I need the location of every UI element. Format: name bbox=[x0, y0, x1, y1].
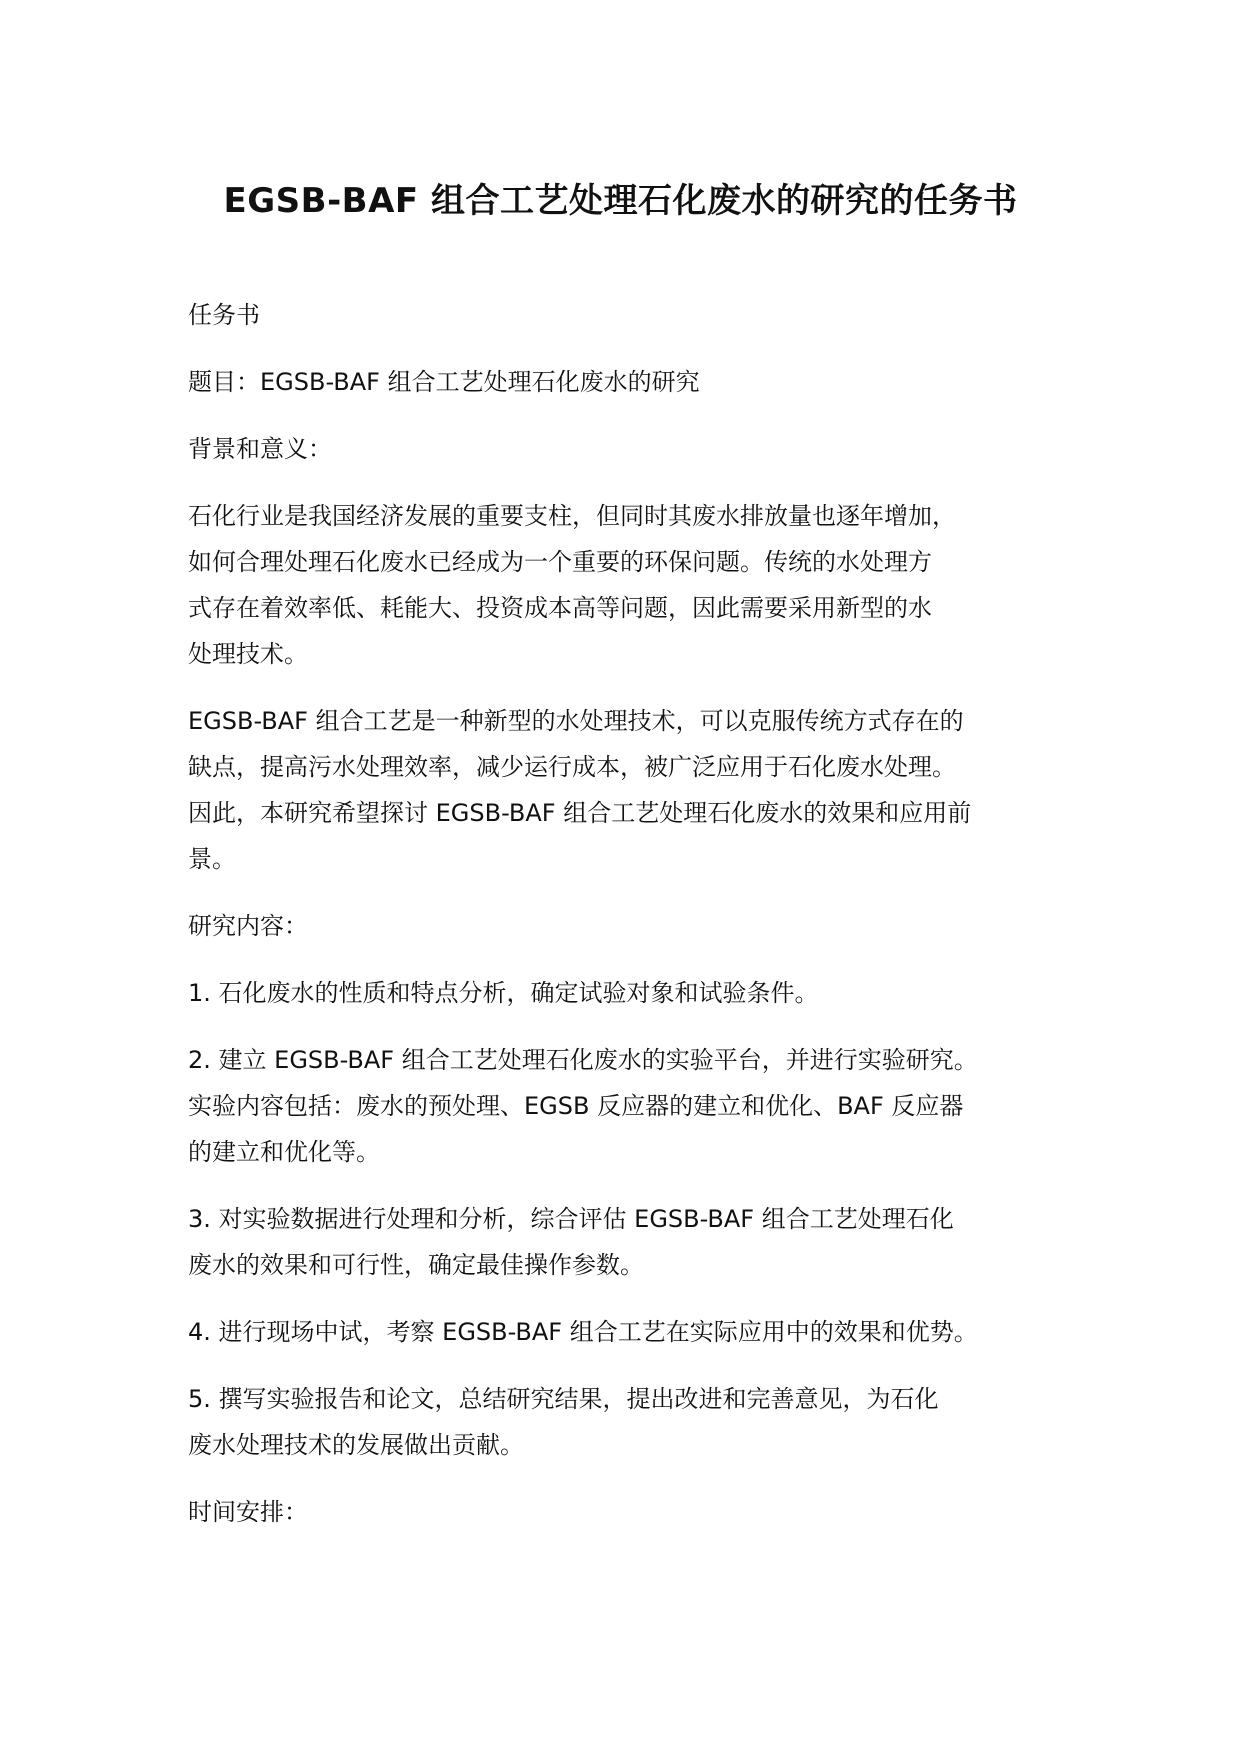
text-line: 背景和意义： bbox=[188, 435, 332, 463]
text-line: 1. 石化废水的性质和特点分析，确定试验对象和试验条件。 bbox=[188, 979, 819, 1007]
text-line: 景。 bbox=[188, 845, 236, 873]
text-line: 石化行业是我国经济发展的重要支柱，但同时其废水排放量也逐年增加， bbox=[188, 502, 956, 530]
list-item-5 bbox=[188, 1376, 1088, 1468]
text-line: 的建立和优化等。 bbox=[188, 1138, 380, 1166]
text-line: 研究内容： bbox=[188, 912, 308, 940]
paragraph-task-label bbox=[188, 292, 1088, 338]
list-item-3 bbox=[188, 1196, 1088, 1288]
paragraph-topic bbox=[188, 359, 1088, 405]
text-line: EGSB-BAF 组合工艺是一种新型的水处理技术，可以克服传统方式存在的 bbox=[188, 707, 964, 735]
text-line: 如何合理处理石化废水已经成为一个重要的环保问题。传统的水处理方 bbox=[188, 548, 932, 576]
text-line: 处理技术。 bbox=[188, 640, 308, 668]
heading-background bbox=[188, 426, 1088, 472]
text-line: 题目：EGSB-BAF 组合工艺处理石化废水的研究 bbox=[188, 368, 700, 396]
document-title: EGSB-BAF 组合工艺处理石化废水的研究的任务书 bbox=[223, 181, 1018, 221]
paragraph-background-2 bbox=[188, 698, 1088, 882]
text-line: 2. 建立 EGSB-BAF 组合工艺处理石化废水的实验平台，并进行实验研究。 bbox=[188, 1046, 978, 1074]
heading-schedule bbox=[188, 1489, 1088, 1535]
paragraph-background-1 bbox=[188, 493, 1088, 677]
heading-research-content bbox=[188, 903, 1088, 949]
document-body bbox=[188, 292, 1088, 1556]
text-line: 因此，本研究希望探讨 EGSB-BAF 组合工艺处理石化废水的效果和应用前 bbox=[188, 799, 972, 827]
list-item-1 bbox=[188, 970, 1088, 1016]
text-line: 时间安排： bbox=[188, 1498, 308, 1526]
text-line: 废水处理技术的发展做出贡献。 bbox=[188, 1431, 524, 1459]
text-line: 缺点，提高污水处理效率，减少运行成本，被广泛应用于石化废水处理。 bbox=[188, 753, 956, 781]
text-line: 5. 撰写实验报告和论文，总结研究结果，提出改进和完善意见，为石化 bbox=[188, 1385, 939, 1413]
text-line: 废水的效果和可行性，确定最佳操作参数。 bbox=[188, 1251, 644, 1279]
text-line: 式存在着效率低、耗能大、投资成本高等问题，因此需要采用新型的水 bbox=[188, 594, 932, 622]
list-item-2 bbox=[188, 1037, 1088, 1175]
text-line: 实验内容包括：废水的预处理、EGSB 反应器的建立和优化、BAF 反应器 bbox=[188, 1092, 964, 1120]
list-item-4 bbox=[188, 1309, 1088, 1355]
text-line: 4. 进行现场中试，考察 EGSB-BAF 组合工艺在实际应用中的效果和优势。 bbox=[188, 1318, 978, 1346]
text-line: 3. 对实验数据进行处理和分析，综合评估 EGSB-BAF 组合工艺处理石化 bbox=[188, 1205, 954, 1233]
text-line: 任务书 bbox=[188, 301, 260, 329]
